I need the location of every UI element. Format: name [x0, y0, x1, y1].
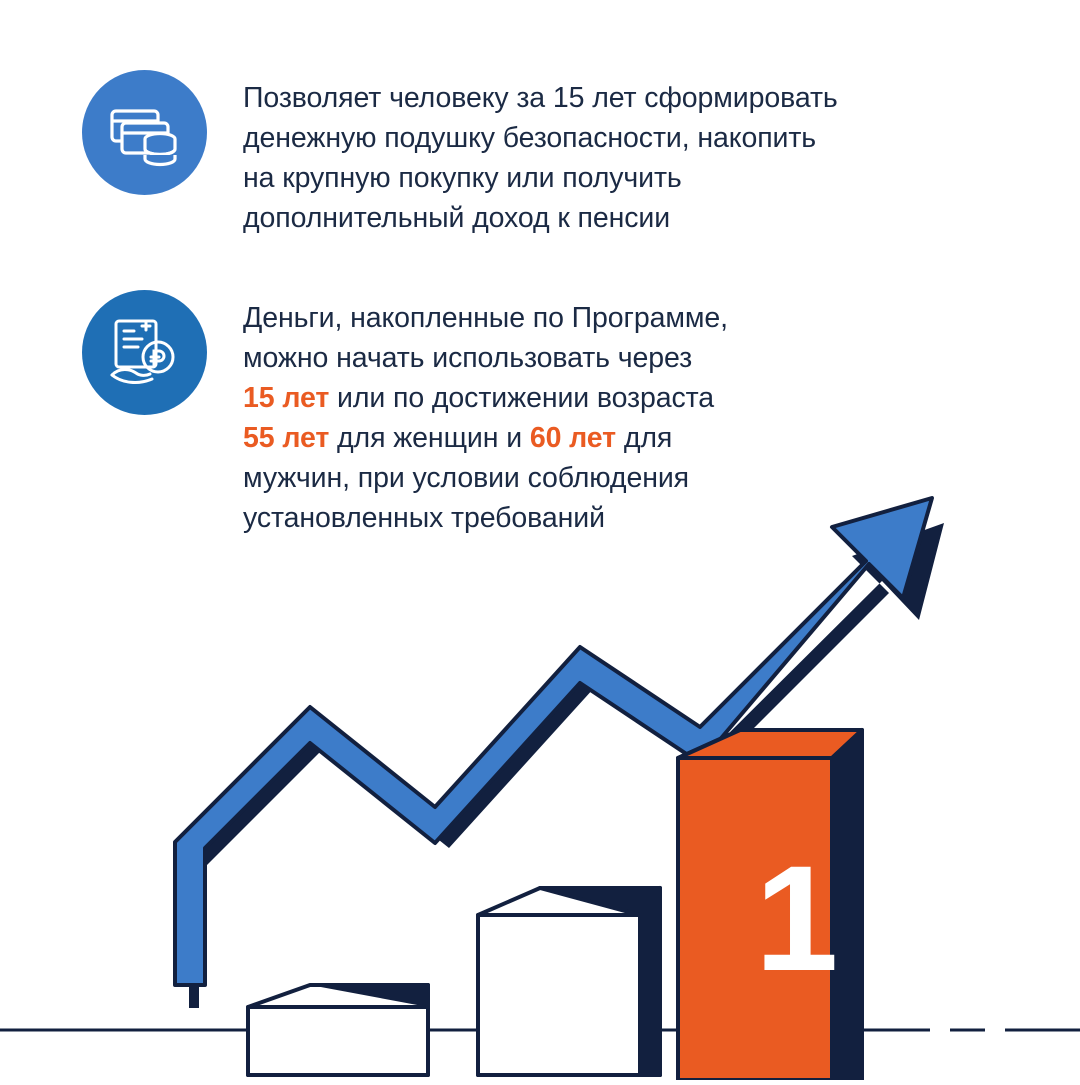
bullet-2-seg-10: установленных требований	[243, 502, 605, 534]
bullet-2-seg-9: мужчин, при условии соблюдения	[243, 462, 689, 494]
bullet-2-highlight-55: 55 лет	[243, 422, 330, 454]
bullet-2-highlight-15: 15 лет	[243, 382, 330, 414]
bullet-item-1	[82, 70, 982, 238]
bar-medium	[478, 888, 660, 1075]
bullet-2-seg-4: или по достижении возраста	[329, 382, 715, 414]
bar-small	[248, 985, 428, 1075]
bullet-2-seg-8: для	[616, 422, 673, 454]
cards-and-coins-icon	[82, 70, 207, 195]
bullet-2-seg-2: можно начать использовать через	[243, 342, 693, 374]
bar-winner	[678, 730, 862, 1080]
bullet-1-text	[243, 70, 838, 238]
bullet-1-line-3: на крупную покупку или получить	[243, 162, 682, 194]
bullet-1-line-4: дополнительный доход к пенсии	[243, 202, 671, 234]
bullet-2-seg-1: Деньги, накопленные по Программе,	[243, 302, 728, 334]
bar-winner-label: 1	[755, 834, 839, 1002]
growth-chart-illustration	[0, 330, 1080, 1080]
bullet-2-highlight-60: 60 лет	[529, 422, 617, 454]
bullet-2-seg-6: для женщин и	[329, 422, 530, 454]
bullet-1-line-1: Позволяет человеку за 15 лет сформировать	[243, 82, 838, 114]
bullet-1-line-2: денежную подушку безопасности, накопить	[243, 122, 817, 154]
